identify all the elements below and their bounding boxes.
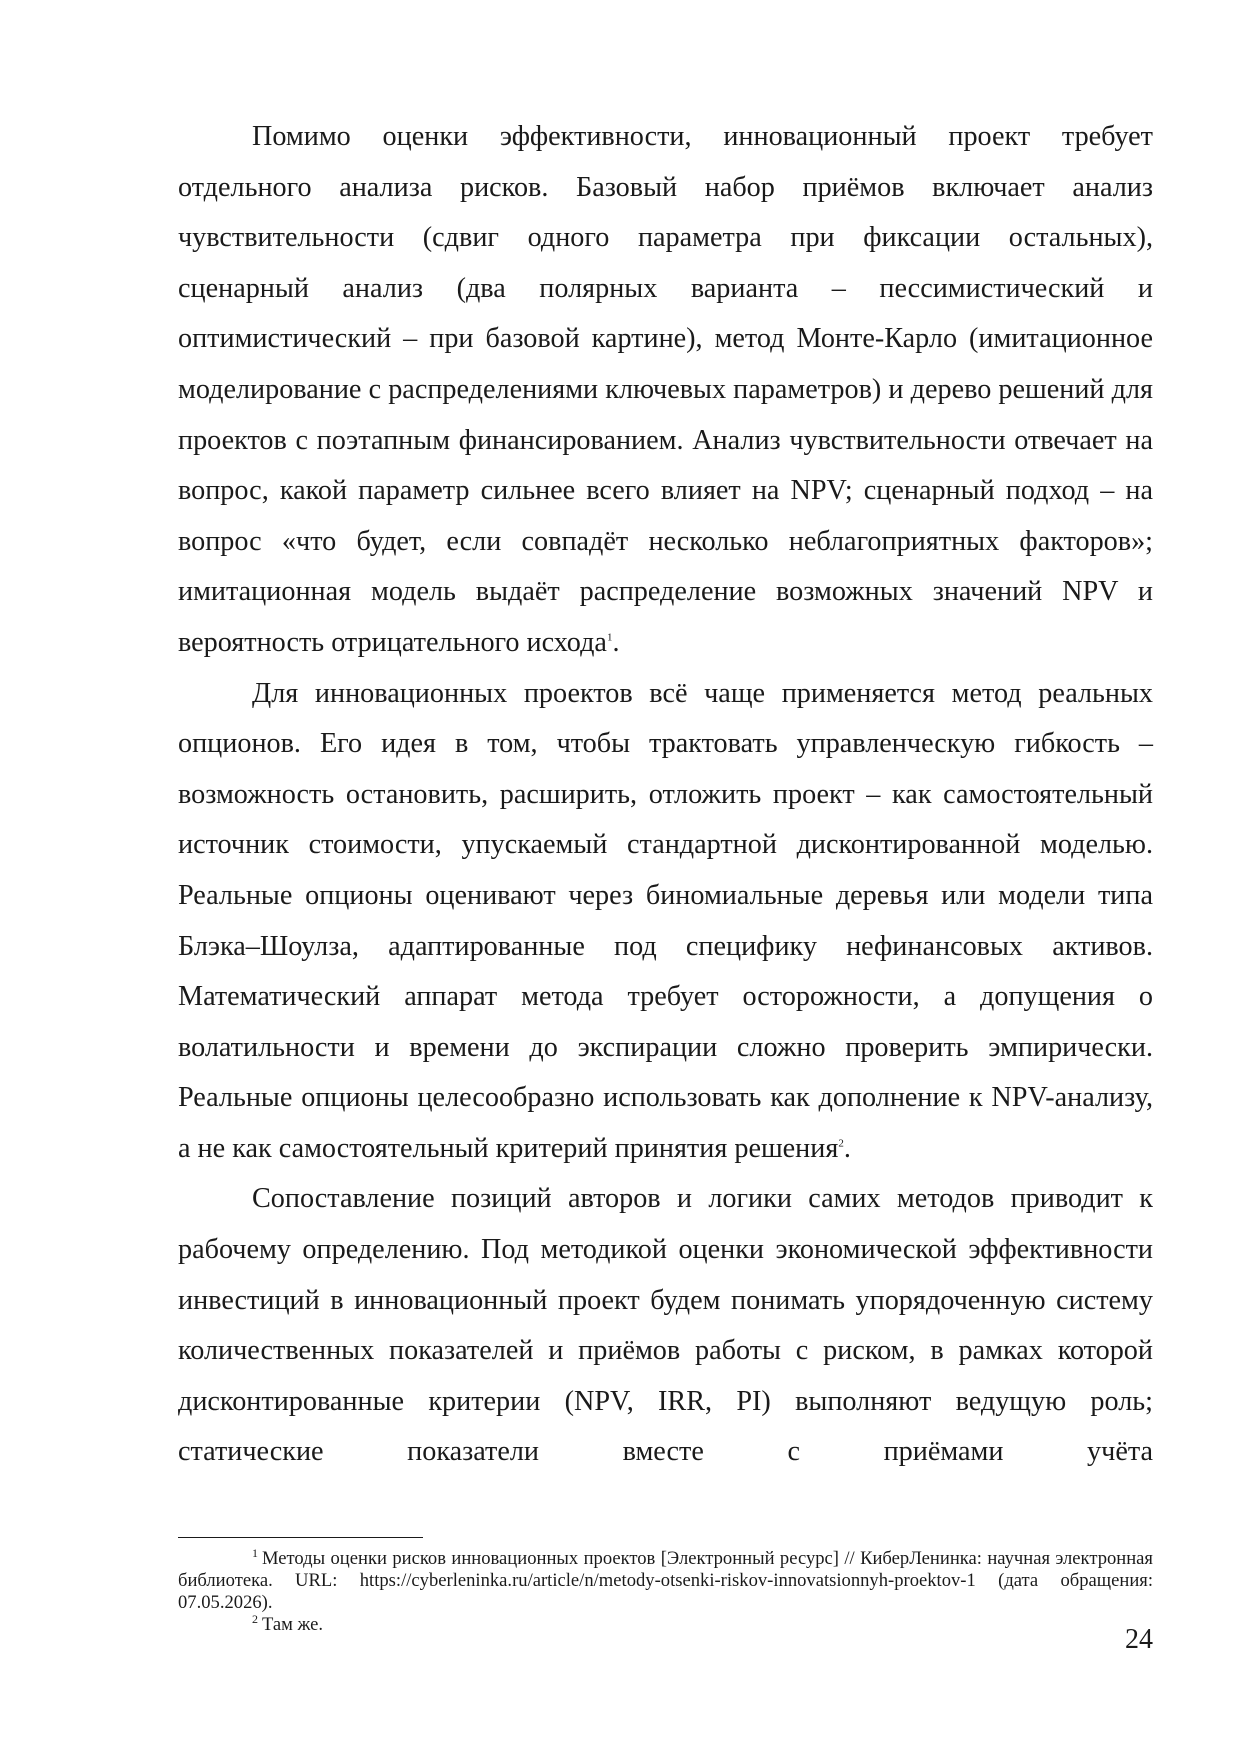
paragraph-text: Сопоставление позиций авторов и логики самих методов приводит к рабочему определению. Под методикой оценки экономической эффективности инвестиций в инновационный проект будем понимать упорядоченную систему количественных показателей и приёмов работы с риском, в рамках которой дисконтированные критерии (NPV, IRR, PI) выполняют ведущую роль; статические показатели вместе с приёмами учёта <box>178 1183 1153 1468</box>
paragraph <box>178 669 1153 1175</box>
paragraph <box>178 1174 1153 1478</box>
paragraph-text: Помимо оценки эффективности, инновационный проект требует отдельного анализа рисков. Базовый набор приёмов включает анализ чувствительности (сдвиг одного параметра при фиксации остальных), сценарный анализ (два полярных варианта – пессимистический и оптимистический – при базовой картине), метод Монте-Карло (имитационное моделирование с распределениями ключевых параметров) и дерево решений для проектов с поэтапным финансированием. Анализ чувствительности отвечает на вопрос, какой параметр сильнее всего влияет на NPV; сценарный подход – на вопрос «что будет, если совпадёт несколько неблагоприятных факторов»; имитационная модель выдаёт распределение возможных значений NPV и вероятность отрицательного исхода <box>178 121 1153 658</box>
footnotes <box>178 1545 1153 1636</box>
paragraph-text: Для инновационных проектов всё чаще применяется метод реальных опционов. Его идея в том, чтобы трактовать управленческую гибкость – возможность остановить, расширить, отложить проект – как самостоятельный источник стоимости, упускаемый стандартной дисконтированной моделью. Реальные опционы оценивают через биномиальные деревья или модели типа Блэка–Шоулза, адаптированные под специфику нефинансовых активов. Математический аппарат метода требует осторожности, а допущения о волатильности и времени до экспирации сложно проверить эмпирически. Реальные опционы целесообразно использовать как дополнение к NPV-анализу, а не как самостоятельный критерий принятия решения <box>178 677 1153 1164</box>
paragraph-end-punct: . <box>612 626 620 658</box>
body-text <box>178 112 1153 1478</box>
footnote <box>178 1545 1153 1614</box>
footnote-separator <box>178 1537 423 1538</box>
page-number: 24 <box>1125 1624 1153 1655</box>
footnote-text: Методы оценки рисков инновационных проектов [Электронный ресурс] // КиберЛенинка: научная электронная библиотека. URL: https://cyberleninka.ru/article/n/metody-otsenki-riskov-innovatsionnyh-proektov-1 (дата обращения: 07.05.2026). <box>178 1548 1153 1613</box>
paragraph <box>178 112 1153 669</box>
footnote <box>178 1611 1153 1636</box>
footnote-mark: 2 <box>252 1611 258 1626</box>
footnote-text: Там же. <box>262 1614 324 1635</box>
paragraph-end-punct: . <box>843 1132 851 1164</box>
footnote-mark: 1 <box>252 1545 258 1560</box>
footnote-reference[interactable]: 1 <box>606 631 613 644</box>
footnote-reference[interactable]: 2 <box>838 1137 844 1150</box>
